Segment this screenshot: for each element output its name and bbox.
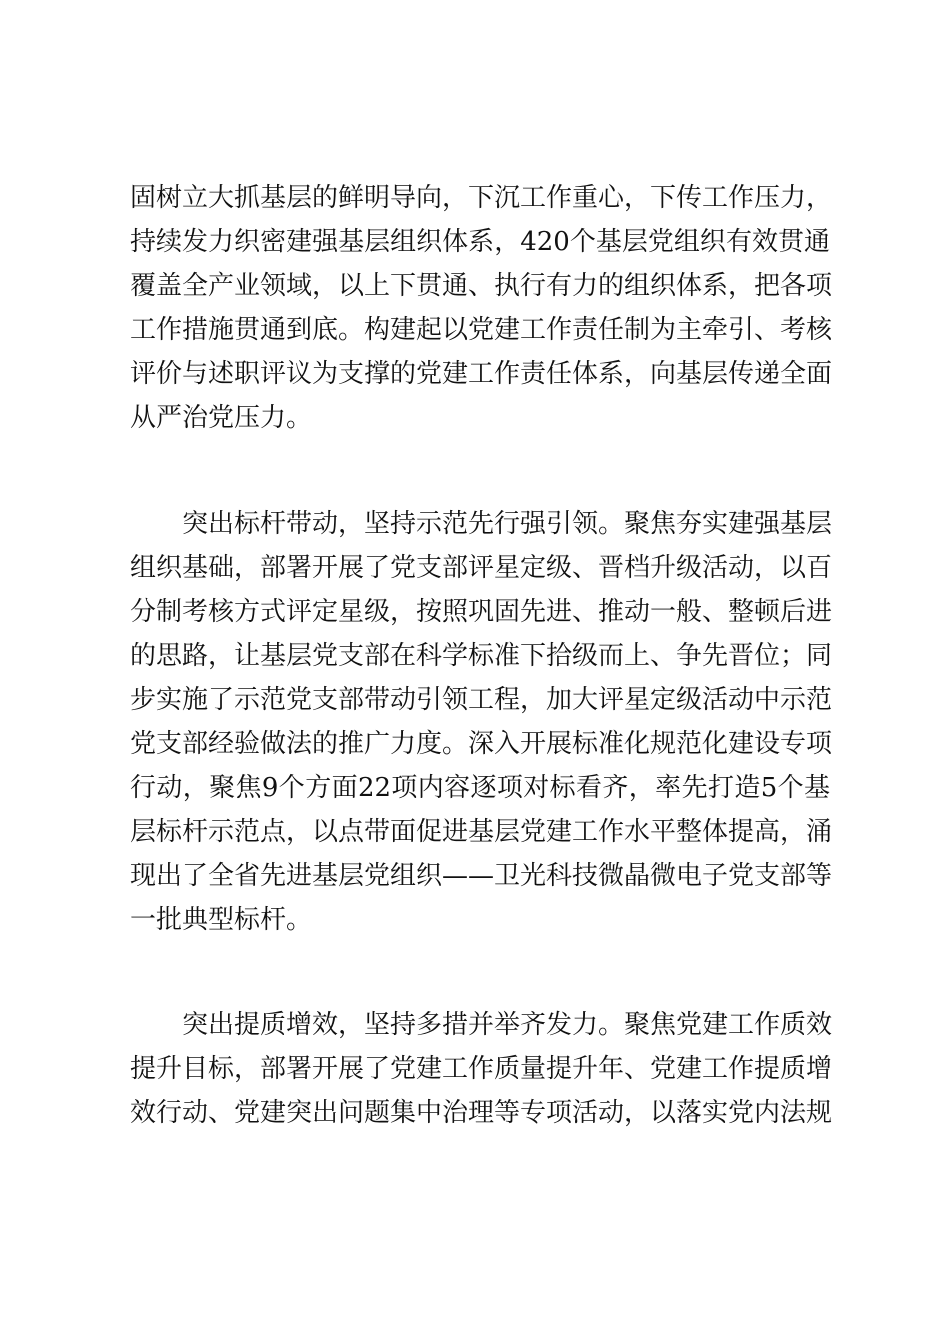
paragraph-line: 的思路，让基层党支部在科学标准下拾级而上、争先晋位；同 [130,641,833,671]
paragraph-line: 效行动、党建突出问题集中治理等专项活动，以落实党内法规 [130,1098,833,1128]
paragraph-line: 持续发力织密建强基层组织体系，420个基层党组织有效贯通 [130,227,830,257]
paragraph-line: 评价与述职评议为支撑的党建工作责任体系，向基层传递全面 [130,359,833,389]
paragraph-2 [130,502,833,942]
paragraph-1 [130,176,833,440]
paragraph-line: 突出提质增效，坚持多措并举齐发力。聚焦党建工作质效 [182,1010,833,1040]
paragraph-line: 分制考核方式评定星级，按照巩固先进、推动一般、整顿后进 [130,597,833,627]
paragraph-line: 一批典型标杆。 [130,905,313,935]
paragraph-line: 工作措施贯通到底。构建起以党建工作责任制为主牵引、考核 [130,315,833,345]
paragraph-line: 固树立大抓基层的鲜明导向，下沉工作重心，下传工作压力， [130,183,833,213]
paragraph-line: 组织基础，部署开展了党支部评星定级、晋档升级活动，以百 [130,553,833,583]
paragraph-line: 覆盖全产业领域，以上下贯通、执行有力的组织体系，把各项 [130,271,833,301]
paragraph-line: 行动，聚焦9个方面22项内容逐项对标看齐，率先打造5个基 [130,773,830,803]
paragraph-line: 层标杆示范点，以点带面促进基层党建工作水平整体提高，涌 [130,817,833,847]
paragraph-line: 党支部经验做法的推广力度。深入开展标准化规范化建设专项 [130,729,833,759]
paragraph-line: 步实施了示范党支部带动引领工程，加大评星定级活动中示范 [130,685,833,715]
paragraph-3 [130,1003,833,1135]
paragraph-line: 提升目标，部署开展了党建工作质量提升年、党建工作提质增 [130,1054,833,1084]
paragraph-line: 从严治党压力。 [130,403,313,433]
paragraph-line: 突出标杆带动，坚持示范先行强引领。聚焦夯实建强基层 [182,509,833,539]
paragraph-line: 现出了全省先进基层党组织——卫光科技微晶微电子党支部等 [130,861,833,891]
